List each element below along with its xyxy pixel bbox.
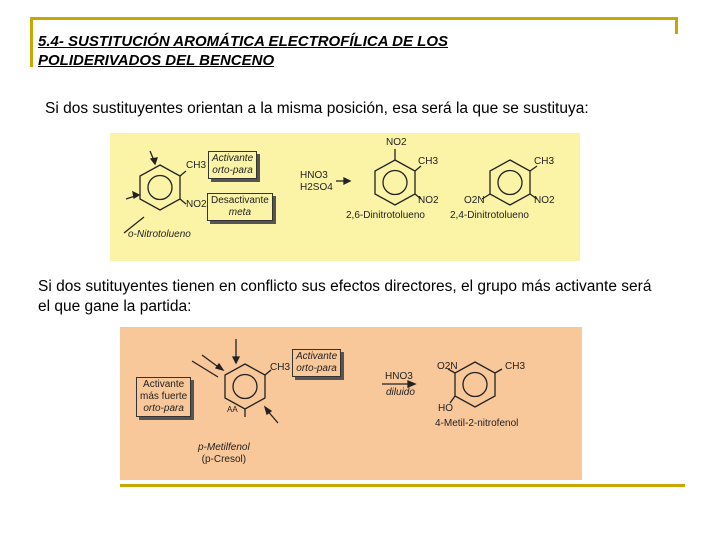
- fig2-reactant-sub-label: AA: [227, 405, 238, 414]
- fig2-reactant-ch3: CH3: [270, 362, 291, 373]
- fig2-reactant-name: [198, 442, 250, 466]
- fig2-reagent-1: HNO3: [385, 371, 413, 382]
- fig2-box-top-line2: orto-para: [296, 363, 337, 374]
- fig1-reagent-1: HNO3: [300, 170, 328, 181]
- frame-right-line: [675, 17, 678, 34]
- title-line-2: POLIDERIVADOS DEL BENCENO: [38, 52, 275, 69]
- fig2-product-ch3: CH3: [505, 361, 526, 372]
- fig2-strong-activating-box: [136, 377, 191, 417]
- figure-cresol-nitration: [120, 327, 582, 480]
- fig2-product-ho: HO: [438, 403, 453, 414]
- fig1-product1-ch3: CH3: [418, 156, 439, 167]
- fig1-product2-ch3: CH3: [534, 156, 555, 167]
- fig1-box1-line2: orto-para: [212, 165, 253, 176]
- fig1-product1-no2-bottom: NO2: [418, 195, 439, 206]
- title-line-1: 5.4- SUSTITUCIÓN AROMÁTICA ELECTROFÍLICA DE LOS: [38, 33, 449, 50]
- frame-top-line: [30, 17, 678, 20]
- paragraph-conflict-effects: Si dos sutituyentes tienen en conflicto sus efectos directores, el grupo más activante será el que gane la partida:: [38, 278, 652, 315]
- fig2-activating-box-top: [292, 349, 341, 377]
- frame-left-line: [30, 17, 33, 67]
- fig1-box2-line1: Desactivante: [211, 195, 269, 206]
- fig1-product2-no2: NO2: [534, 195, 555, 206]
- frame-bottom-line: [120, 484, 685, 487]
- fig1-reagent-2: H2SO4: [300, 182, 333, 193]
- fig2-reagent-2: diluido: [386, 387, 415, 398]
- slide-title: [38, 32, 638, 70]
- fig1-product1-name: 2,6-Dinitrotolueno: [346, 210, 425, 221]
- figure-dinitrotoluene-reaction: [110, 133, 580, 261]
- fig2-reactant-name-line2: (p-Cresol): [201, 454, 247, 465]
- fig1-reagents: [300, 170, 333, 194]
- fig1-product1-no2-top: NO2: [386, 137, 407, 148]
- fig2-box-left-line2: más fuerte: [140, 391, 188, 402]
- figure1-drawing: [110, 133, 580, 261]
- fig2-box-left-line3: orto-para: [143, 403, 184, 414]
- fig2-product-name: 4-Metil-2-nitrofenol: [435, 418, 519, 429]
- fig1-box2-line2: meta: [228, 207, 252, 218]
- fig1-product2-name: 2,4-Dinitrotolueno: [450, 210, 529, 221]
- fig1-box1-line1: Activante: [212, 153, 254, 164]
- fig1-product2-o2n: O2N: [464, 195, 485, 206]
- fig1-activating-box: [208, 151, 257, 179]
- fig1-deactivating-box: [207, 193, 273, 221]
- fig2-box-left-line1: Activante: [143, 379, 185, 390]
- fig1-reactant-name: o-Nitrotolueno: [128, 229, 191, 240]
- fig1-reactant-no2: NO2: [186, 199, 207, 210]
- fig2-product-o2n: O2N: [437, 361, 458, 372]
- fig1-reactant-ch3: CH3: [186, 160, 207, 171]
- fig2-reactant-name-line1: p-Metilfenol: [198, 442, 250, 453]
- fig2-box-top-line1: Activante: [296, 351, 338, 362]
- paragraph-same-position: Si dos sustituyentes orientan a la misma posición, esa será la que se sustituya:: [45, 100, 589, 117]
